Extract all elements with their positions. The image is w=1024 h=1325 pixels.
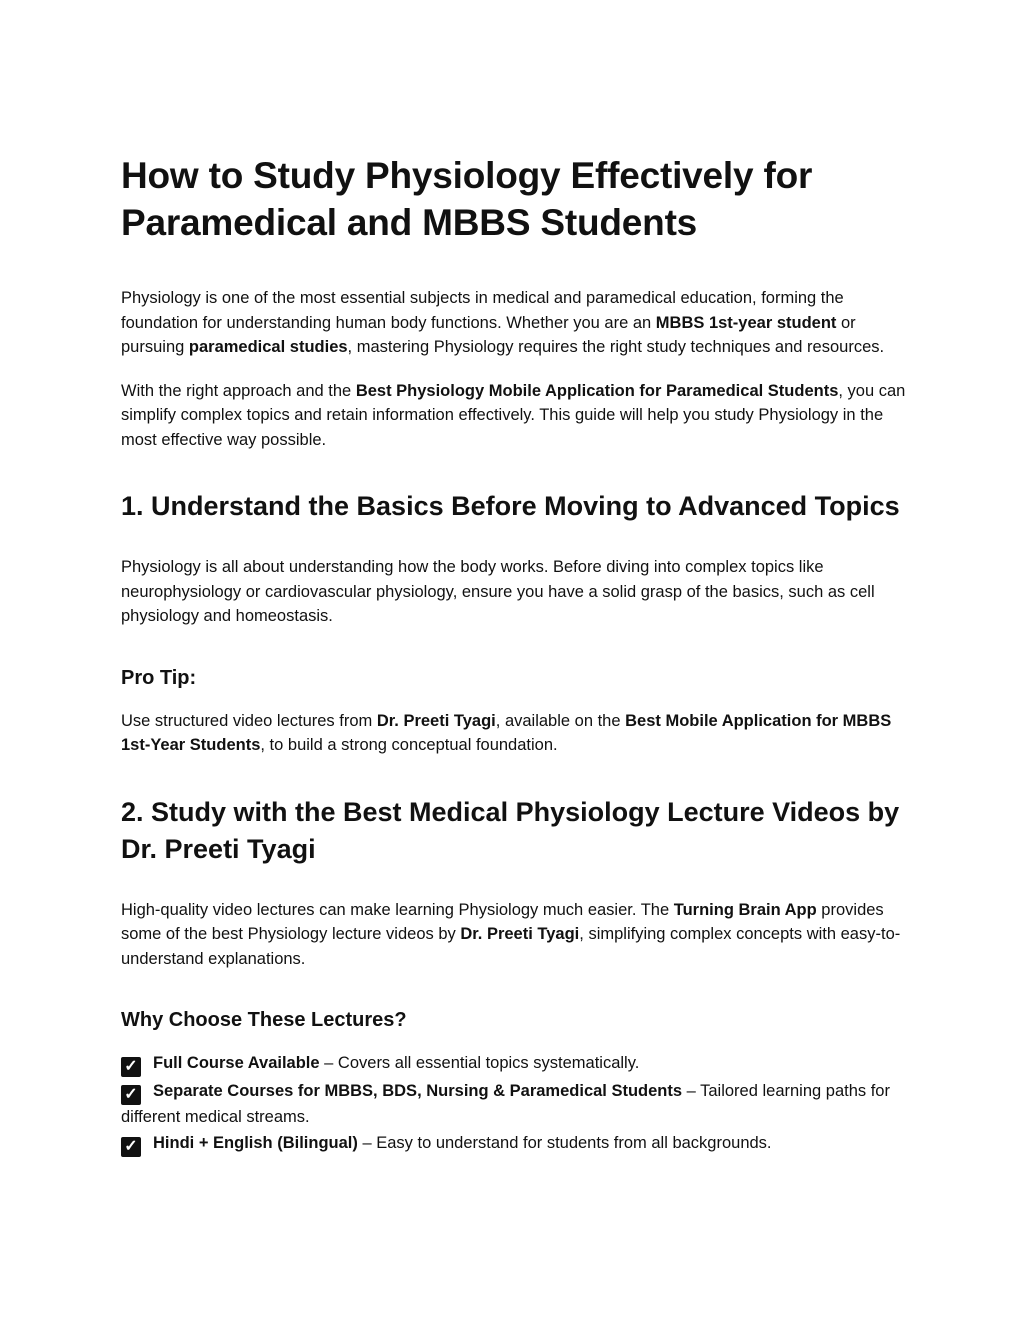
list-item-text: – Covers all essential topics systematically. xyxy=(319,1054,640,1072)
intro-p1-text-1: Physiology is one of the most essential subjects in medical and paramedical education, forming the foundation for understanding human body functions. Whether you are an xyxy=(121,289,844,332)
list-item-bold: Separate Courses for MBBS, BDS, Nursing & Paramedical Students xyxy=(153,1081,683,1100)
s1-p2-bold-2: Best Mobile Application for MBBS 1st-Year Students xyxy=(121,711,892,754)
checkmark-icon: ✓ xyxy=(121,1057,141,1077)
feature-checklist xyxy=(121,1051,911,1157)
checkmark-icon: ✓ xyxy=(121,1137,141,1157)
intro-p2-text-1: With the right approach and the xyxy=(121,381,356,400)
list-item xyxy=(121,1131,911,1157)
list-item-text: – Tailored learning paths for different medical streams. xyxy=(121,1081,890,1126)
section-2-subheading: Why Choose These Lectures? xyxy=(121,1009,407,1031)
page-title: How to Study Physiology Effectively for Paramedical and MBBS Students xyxy=(121,155,813,243)
s2-p1-bold-2: Dr. Preeti Tyagi xyxy=(460,925,580,943)
section-1-subheading: Pro Tip: xyxy=(121,666,197,689)
list-item-bold: Full Course Available xyxy=(153,1054,320,1072)
list-item xyxy=(121,1079,911,1130)
s1-p2-bold-1: Dr. Preeti Tyagi xyxy=(376,711,496,730)
s1-p2-text-1: Use structured video lectures from xyxy=(121,711,377,730)
intro-p1-bold-2: paramedical studies xyxy=(188,338,348,356)
s1-p2-text-3: , to build a strong conceptual foundation. xyxy=(260,736,558,754)
s2-p1-text-3: , simplifying complex concepts with easy-to-understand explanations. xyxy=(121,925,901,968)
intro-p1-bold-1: MBBS 1st-year student xyxy=(655,313,837,332)
intro-p1-text-2: or pursuing xyxy=(121,313,856,356)
section-2-heading: 2. Study with the Best Medical Physiology Lecture Videos by Dr. Preeti Tyagi xyxy=(121,796,900,864)
s2-p1-text-1: High-quality video lectures can make learning Physiology much easier. The xyxy=(121,900,674,919)
s2-p1-bold-1: Turning Brain App xyxy=(673,900,817,919)
document-page xyxy=(121,152,911,1158)
intro-p2-text-2: , you can simplify complex topics and retain information effectively. This guide will help you study Physiology in the most effective way possible. xyxy=(121,381,906,449)
s2-p1-text-2: provides some of the best Physiology lecture videos by xyxy=(121,900,884,943)
section-1-paragraph-1: Physiology is all about understanding how the body works. Before diving into complex topics like neurophysiology or cardiovascular physiology, ensure you have a solid grasp of the basics, such as cell physiology and homeostasis. xyxy=(121,558,875,625)
s1-p2-text-2: , available on the xyxy=(495,711,626,730)
intro-paragraph-2 xyxy=(121,379,911,453)
checkmark-icon: ✓ xyxy=(121,1085,141,1105)
intro-p2-bold-1: Best Physiology Mobile Application for Paramedical Students xyxy=(355,381,839,400)
intro-p1-text-3: , mastering Physiology requires the right study techniques and resources. xyxy=(347,338,885,356)
section-1-paragraph-2 xyxy=(121,709,911,758)
list-item-bold: Hindi + English (Bilingual) xyxy=(153,1133,358,1152)
intro-paragraph-1 xyxy=(121,286,911,360)
list-item xyxy=(121,1051,911,1077)
section-2-paragraph-1 xyxy=(121,898,911,972)
section-1-heading: 1. Understand the Basics Before Moving to Advanced Topics xyxy=(121,491,900,521)
list-item-text: – Easy to understand for students from all backgrounds. xyxy=(357,1133,772,1152)
